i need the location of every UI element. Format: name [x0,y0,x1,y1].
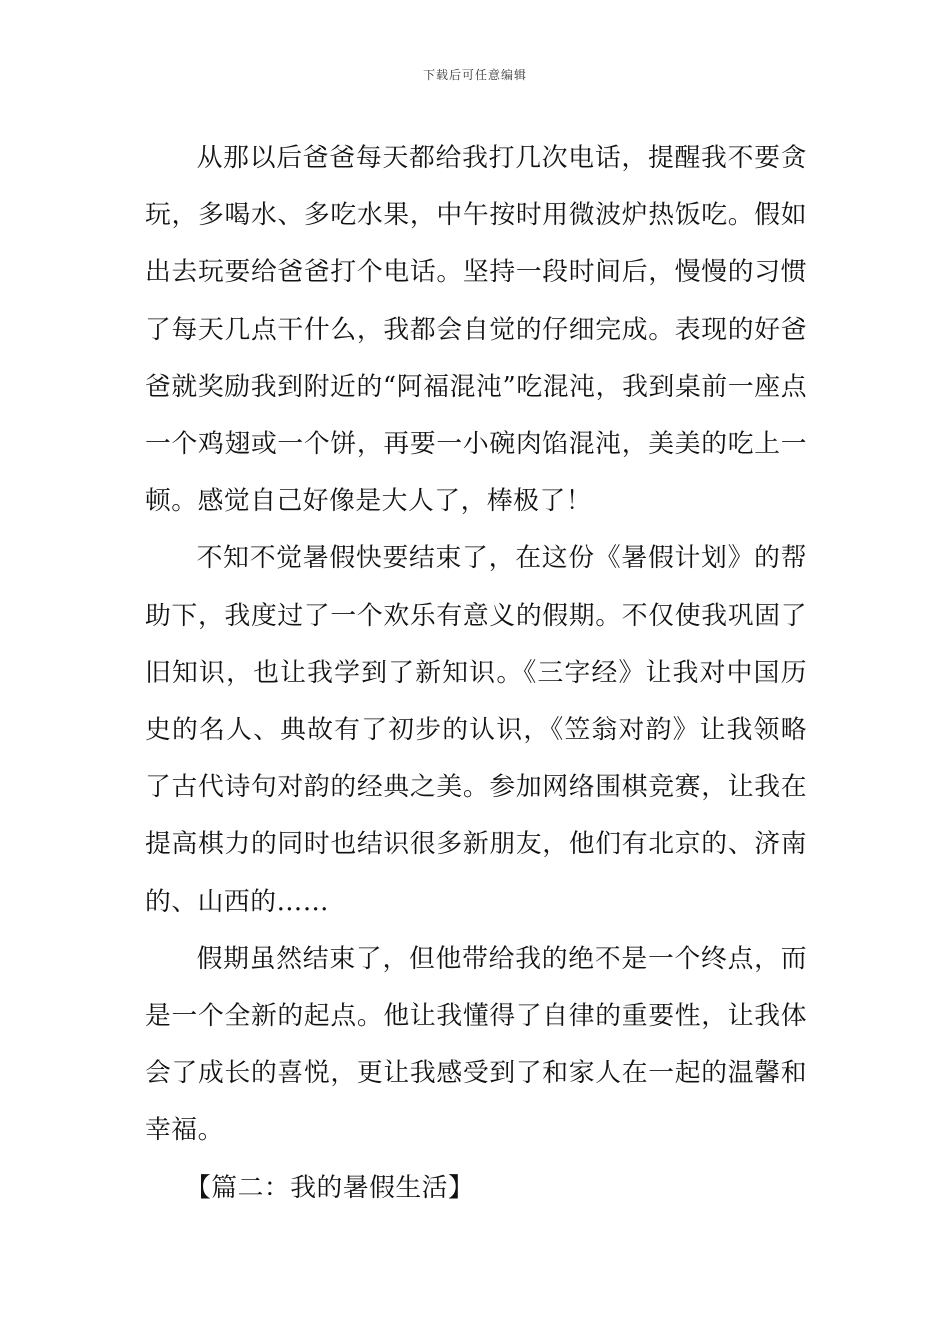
paragraph-3: 假期虽然结束了，但他带给我的绝不是一个终点，而是一个全新的起点。他让我懂得了自律的重要性，让我体会了成长的喜悦，更让我感受到了和家人在一起的温馨和幸福。 [145,943,807,1146]
page-header: 下载后可任意编辑 [422,68,527,82]
document-body [145,130,807,1217]
paragraph-2: 不知不觉暑假快要结束了，在这份《暑假计划》的帮助下，我度过了一个欢乐有意义的假期。不仅使我巩固了旧知识，也让我学到了新知识。《三字经》让我对中国历史的名人、典故有了初步的认识，《笠翁对韵》让我领略了古代诗句对韵的经典之美。参加网络围棋竞赛，让我在提高棋力的同时也结识很多新朋友，他们有北京的、济南的、山西的…… [145,543,807,917]
section-title: 【篇二：我的暑假生活】 [185,1172,475,1203]
paragraph-1: 从那以后爸爸每天都给我打几次电话，提醒我不要贪玩，多喝水、多吃水果，中午按时用微波炉热饭吃。假如出去玩要给爸爸打个电话。坚持一段时间后，慢慢的习惯了每天几点干什么，我都会自觉的仔细完成。表现的好爸爸就奖励我到附近的“阿福混沌”吃混沌，我到桌前一座点一个鸡翅或一个饼，再要一小碗肉馅混沌，美美的吃上一顿。感觉自己好像是大人了，棒极了！ [145,143,807,517]
